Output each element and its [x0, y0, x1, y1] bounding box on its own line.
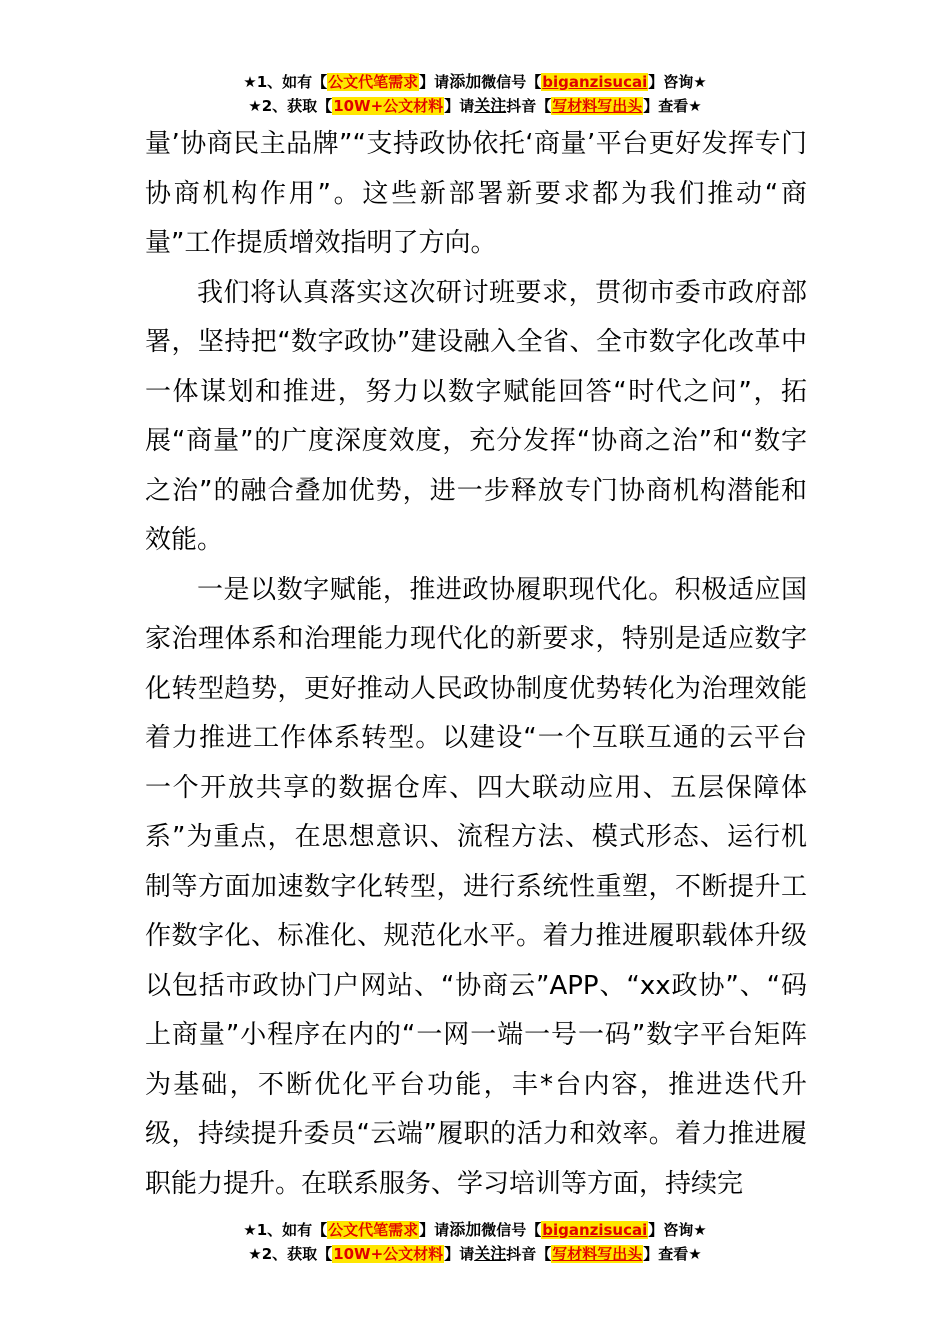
banner-line-1: ★1、如有【公文代笔需求】请添加微信号【biganzisucai】咨询★: [243, 72, 707, 91]
paragraph-3: 一是以数字赋能，推进政协履职现代化。积极适应国家治理体系和治理能力现代化的新要求，特别是适应数字化转型趋势，更好推动人民政协制度优势转化为治理效能着力推进工作体系转型。以建设“一个互联互通的云平台一个开放共享的数据仓库、四大联动应用、五层保障体系”为重点，在思想意识、流程方法、模式形态、运行机制等方面加速数字化转型，进行系统性重塑，不断提升工作数字化、标准化、规范化水平。着力推进履职载体升级以包括市政协门户网站、“协商云”APP、“xx政协”、“码上商量”小程序在内的“一网一端一号一码”数字平台矩阵为基础，不断优化平台功能，丰*台内容，推进迭代升级，持续提升委员“云端”履职的活力和效率。着力推进履职能力提升。在联系服务、学习培训等方面，持续完: [145, 574, 807, 1199]
highlight-materials: 10W+公文材料: [333, 97, 444, 115]
wechat-id: biganzisucai: [542, 73, 648, 91]
footer-banner: [0, 1218, 950, 1266]
footer-line-2: ★2、获取【10W+公文材料】请关注抖音【写材料写出头】查看★: [248, 1244, 702, 1263]
paragraph-2: 我们将认真落实这次研讨班要求，贯彻市委市政府部署，坚持把“数字政协”建设融入全省、全市数字化改革中一体谋划和推进，努力以数字赋能回答“时代之问”，拓展“商量”的广度深度效度，充分发挥“协商之治”和“数字之治”的融合叠加优势，进一步释放专门协商机构潜能和效能。: [145, 277, 807, 555]
footer-line-1: ★1、如有【公文代笔需求】请添加微信号【biganzisucai】咨询★: [243, 1220, 707, 1239]
header-banner: [0, 70, 950, 118]
banner-line-2: ★2、获取【10W+公文材料】请关注抖音【写材料写出头】查看★: [248, 96, 702, 115]
paragraph-1: 量’协商民主品牌”“支持政协依托‘商量’平台更好发挥专门协商机构作用”。这些新部署新要求都为我们推动“商量”工作提质增效指明了方向。: [145, 129, 807, 258]
douyin-id: 写材料写出头: [552, 97, 643, 115]
document-body: [145, 120, 807, 1209]
highlight-service: 公文代笔需求: [328, 73, 419, 91]
